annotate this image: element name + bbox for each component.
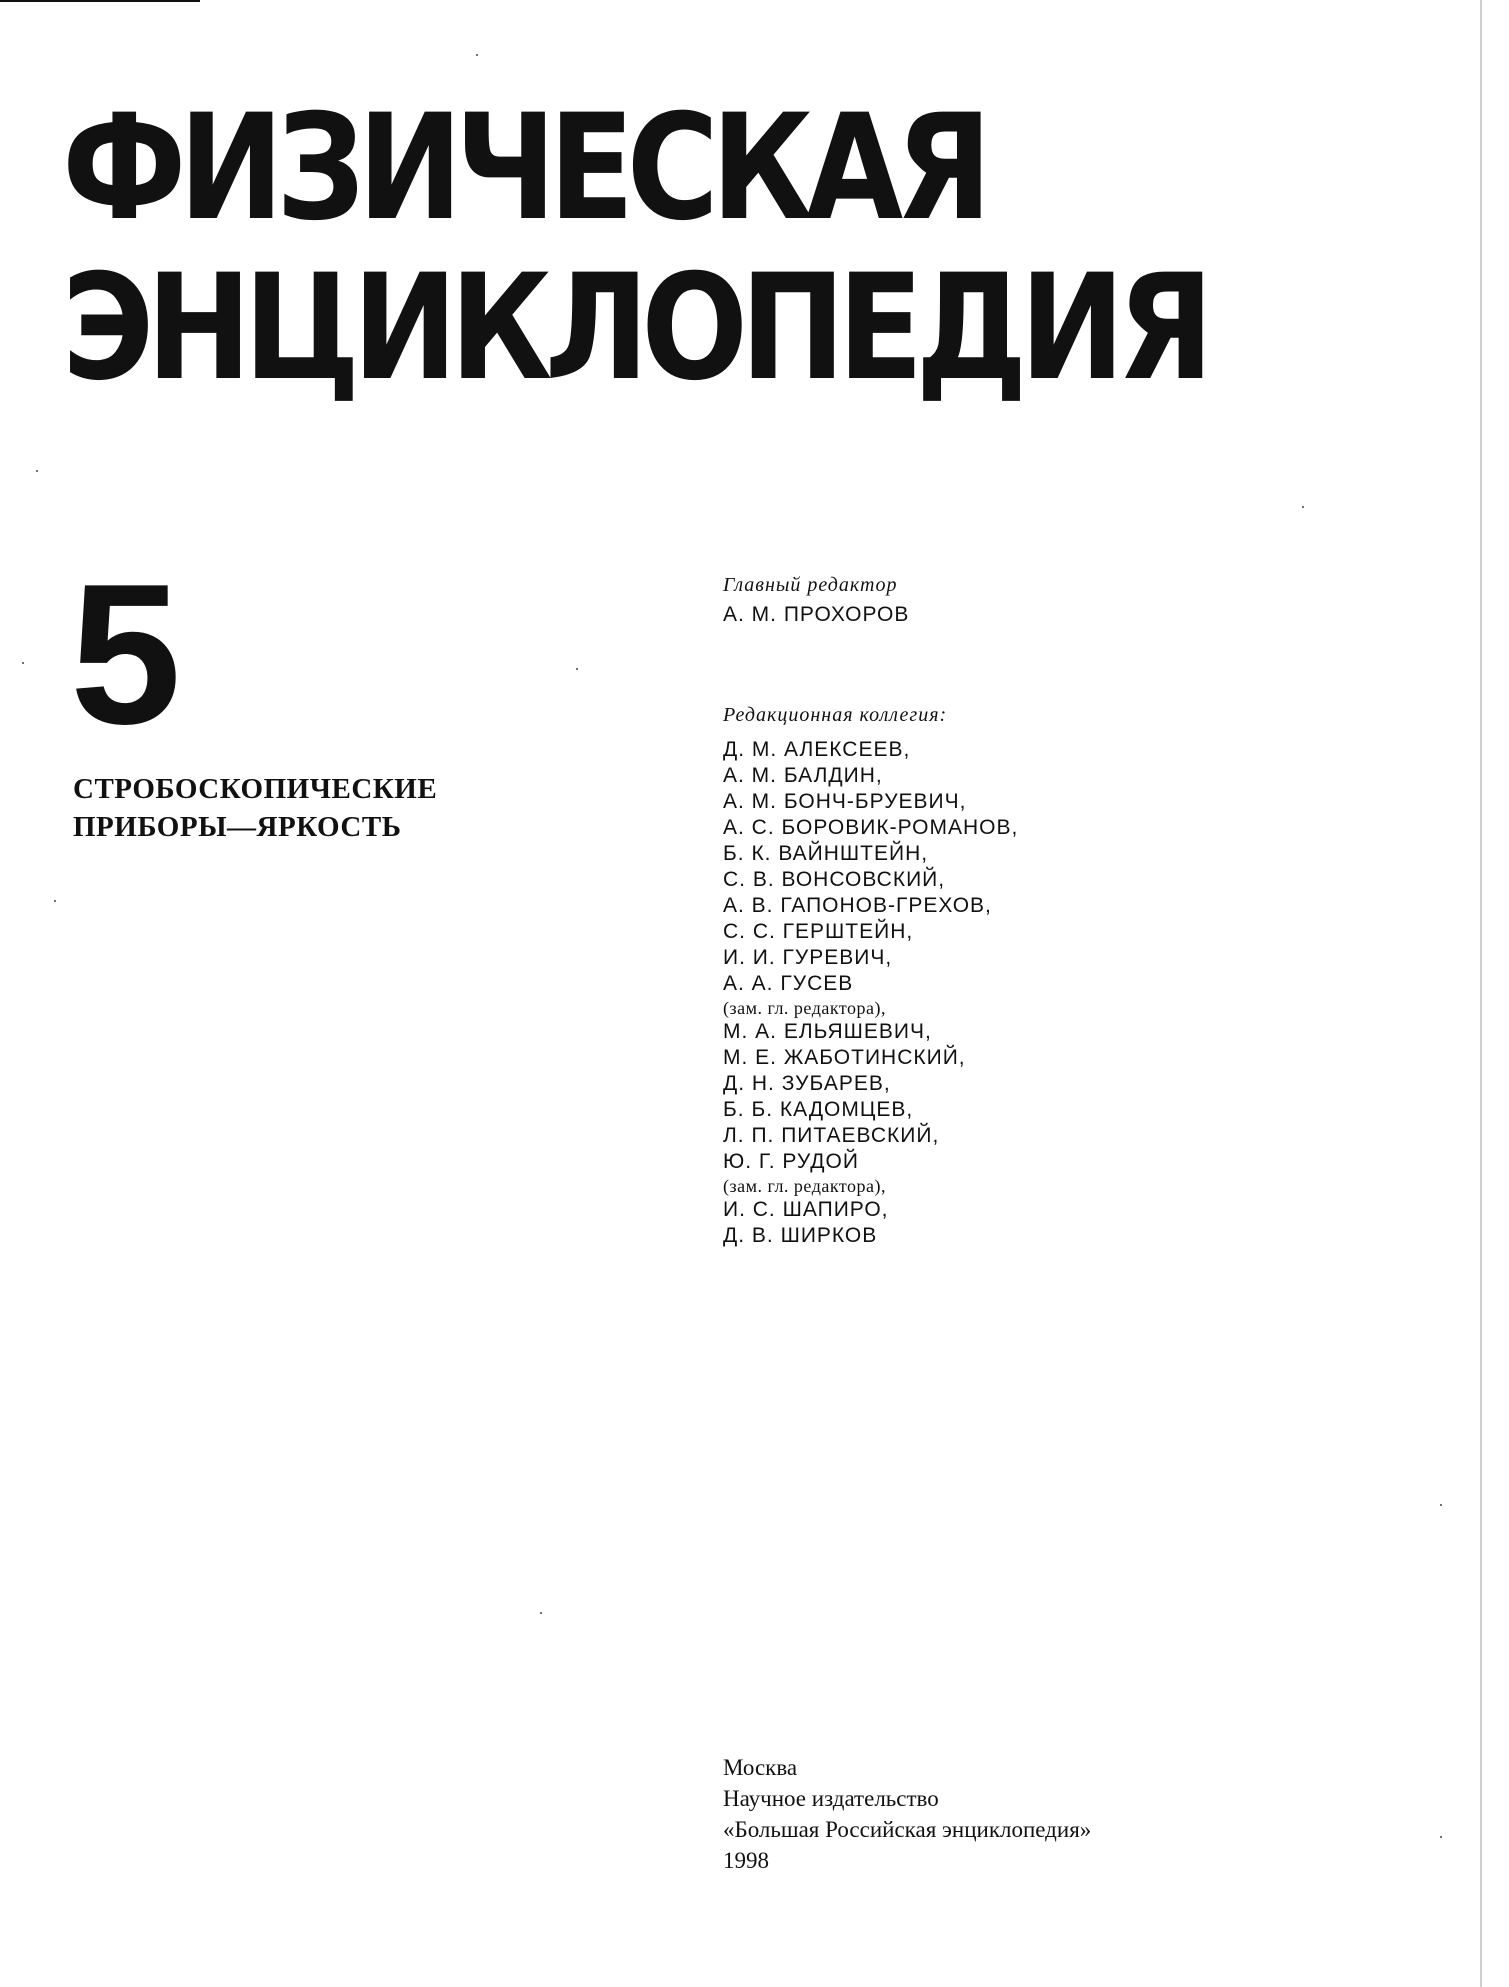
board-member: А. В. ГАПОНОВ-ГРЕХОВ, bbox=[723, 894, 992, 917]
encyclopedia-title bbox=[62, 83, 1207, 413]
scan-speck bbox=[1302, 506, 1304, 508]
page-edge bbox=[1480, 0, 1482, 1987]
board-member: Л. П. ПИТАЕВСКИЙ, bbox=[723, 1124, 940, 1147]
scan-speck bbox=[54, 900, 56, 902]
scan-speck bbox=[36, 470, 38, 472]
editorial-board-list bbox=[723, 737, 1018, 1249]
board-member: Д. М. АЛЕКСЕЕВ, bbox=[723, 738, 911, 761]
chief-editor-caption: Главный редактор bbox=[723, 574, 898, 596]
board-member: С. В. ВОНСОВСКИЙ, bbox=[723, 868, 946, 891]
volume-range bbox=[73, 770, 437, 846]
scan-speck bbox=[476, 54, 478, 56]
board-member: Б. Б. КАДОМЦЕВ, bbox=[723, 1098, 914, 1121]
board-member: И. И. ГУРЕВИЧ, bbox=[723, 946, 893, 969]
volume-number: 5 bbox=[70, 543, 182, 766]
scan-speck bbox=[576, 668, 578, 670]
publisher-block bbox=[723, 1752, 1091, 1876]
board-member: М. Е. ЖАБОТИНСКИЙ, bbox=[723, 1046, 966, 1069]
volume-range-line-2: ПРИБОРЫ—ЯРКОСТЬ bbox=[73, 811, 402, 843]
board-member: И. С. ШАПИРО, bbox=[723, 1198, 889, 1221]
chief-editor-block bbox=[723, 572, 909, 632]
publication-year: 1998 bbox=[723, 1848, 769, 1873]
scan-speck bbox=[1440, 1504, 1442, 1506]
board-member: А. С. БОРОВИК-РОМАНОВ, bbox=[723, 816, 1019, 839]
chief-editor-name: А. М. ПРОХОРОВ bbox=[723, 603, 910, 626]
top-rule bbox=[0, 0, 200, 2]
board-member: С. С. ГЕРШТЕЙН, bbox=[723, 920, 914, 943]
board-member-role-note: (зам. гл. редактора), bbox=[723, 998, 886, 1018]
editorial-board-caption: Редакционная коллегия: bbox=[723, 704, 948, 726]
publisher-name: «Большая Российская энциклопедия» bbox=[723, 1817, 1092, 1842]
board-member: А. А. ГУСЕВ bbox=[723, 972, 854, 995]
board-member: Б. К. ВАЙНШТЕЙН, bbox=[723, 842, 929, 865]
publisher-house: Научное издательство bbox=[723, 1786, 939, 1811]
scan-speck bbox=[540, 1612, 542, 1614]
board-member: А. М. БАЛДИН, bbox=[723, 764, 883, 787]
board-member-role-note: (зам. гл. редактора), bbox=[723, 1176, 886, 1196]
board-member: М. А. ЕЛЬЯШЕВИЧ, bbox=[723, 1020, 932, 1043]
board-member: А. М. БОНЧ-БРУЕВИЧ, bbox=[723, 790, 967, 813]
board-member: Д. В. ШИРКОВ bbox=[723, 1224, 878, 1247]
board-member: Ю. Г. РУДОЙ bbox=[723, 1150, 859, 1173]
scan-speck bbox=[22, 662, 24, 664]
title-line-2: ЭНЦИКЛОПЕДИЯ bbox=[62, 243, 1207, 413]
board-member: Д. Н. ЗУБАРЕВ, bbox=[723, 1072, 891, 1095]
volume-range-line-1: СТРОБОСКОПИЧЕСКИЕ bbox=[73, 773, 438, 805]
scan-speck bbox=[1440, 1836, 1442, 1838]
title-line-1: ФИЗИЧЕСКАЯ bbox=[62, 83, 985, 253]
publisher-city: Москва bbox=[723, 1755, 798, 1780]
